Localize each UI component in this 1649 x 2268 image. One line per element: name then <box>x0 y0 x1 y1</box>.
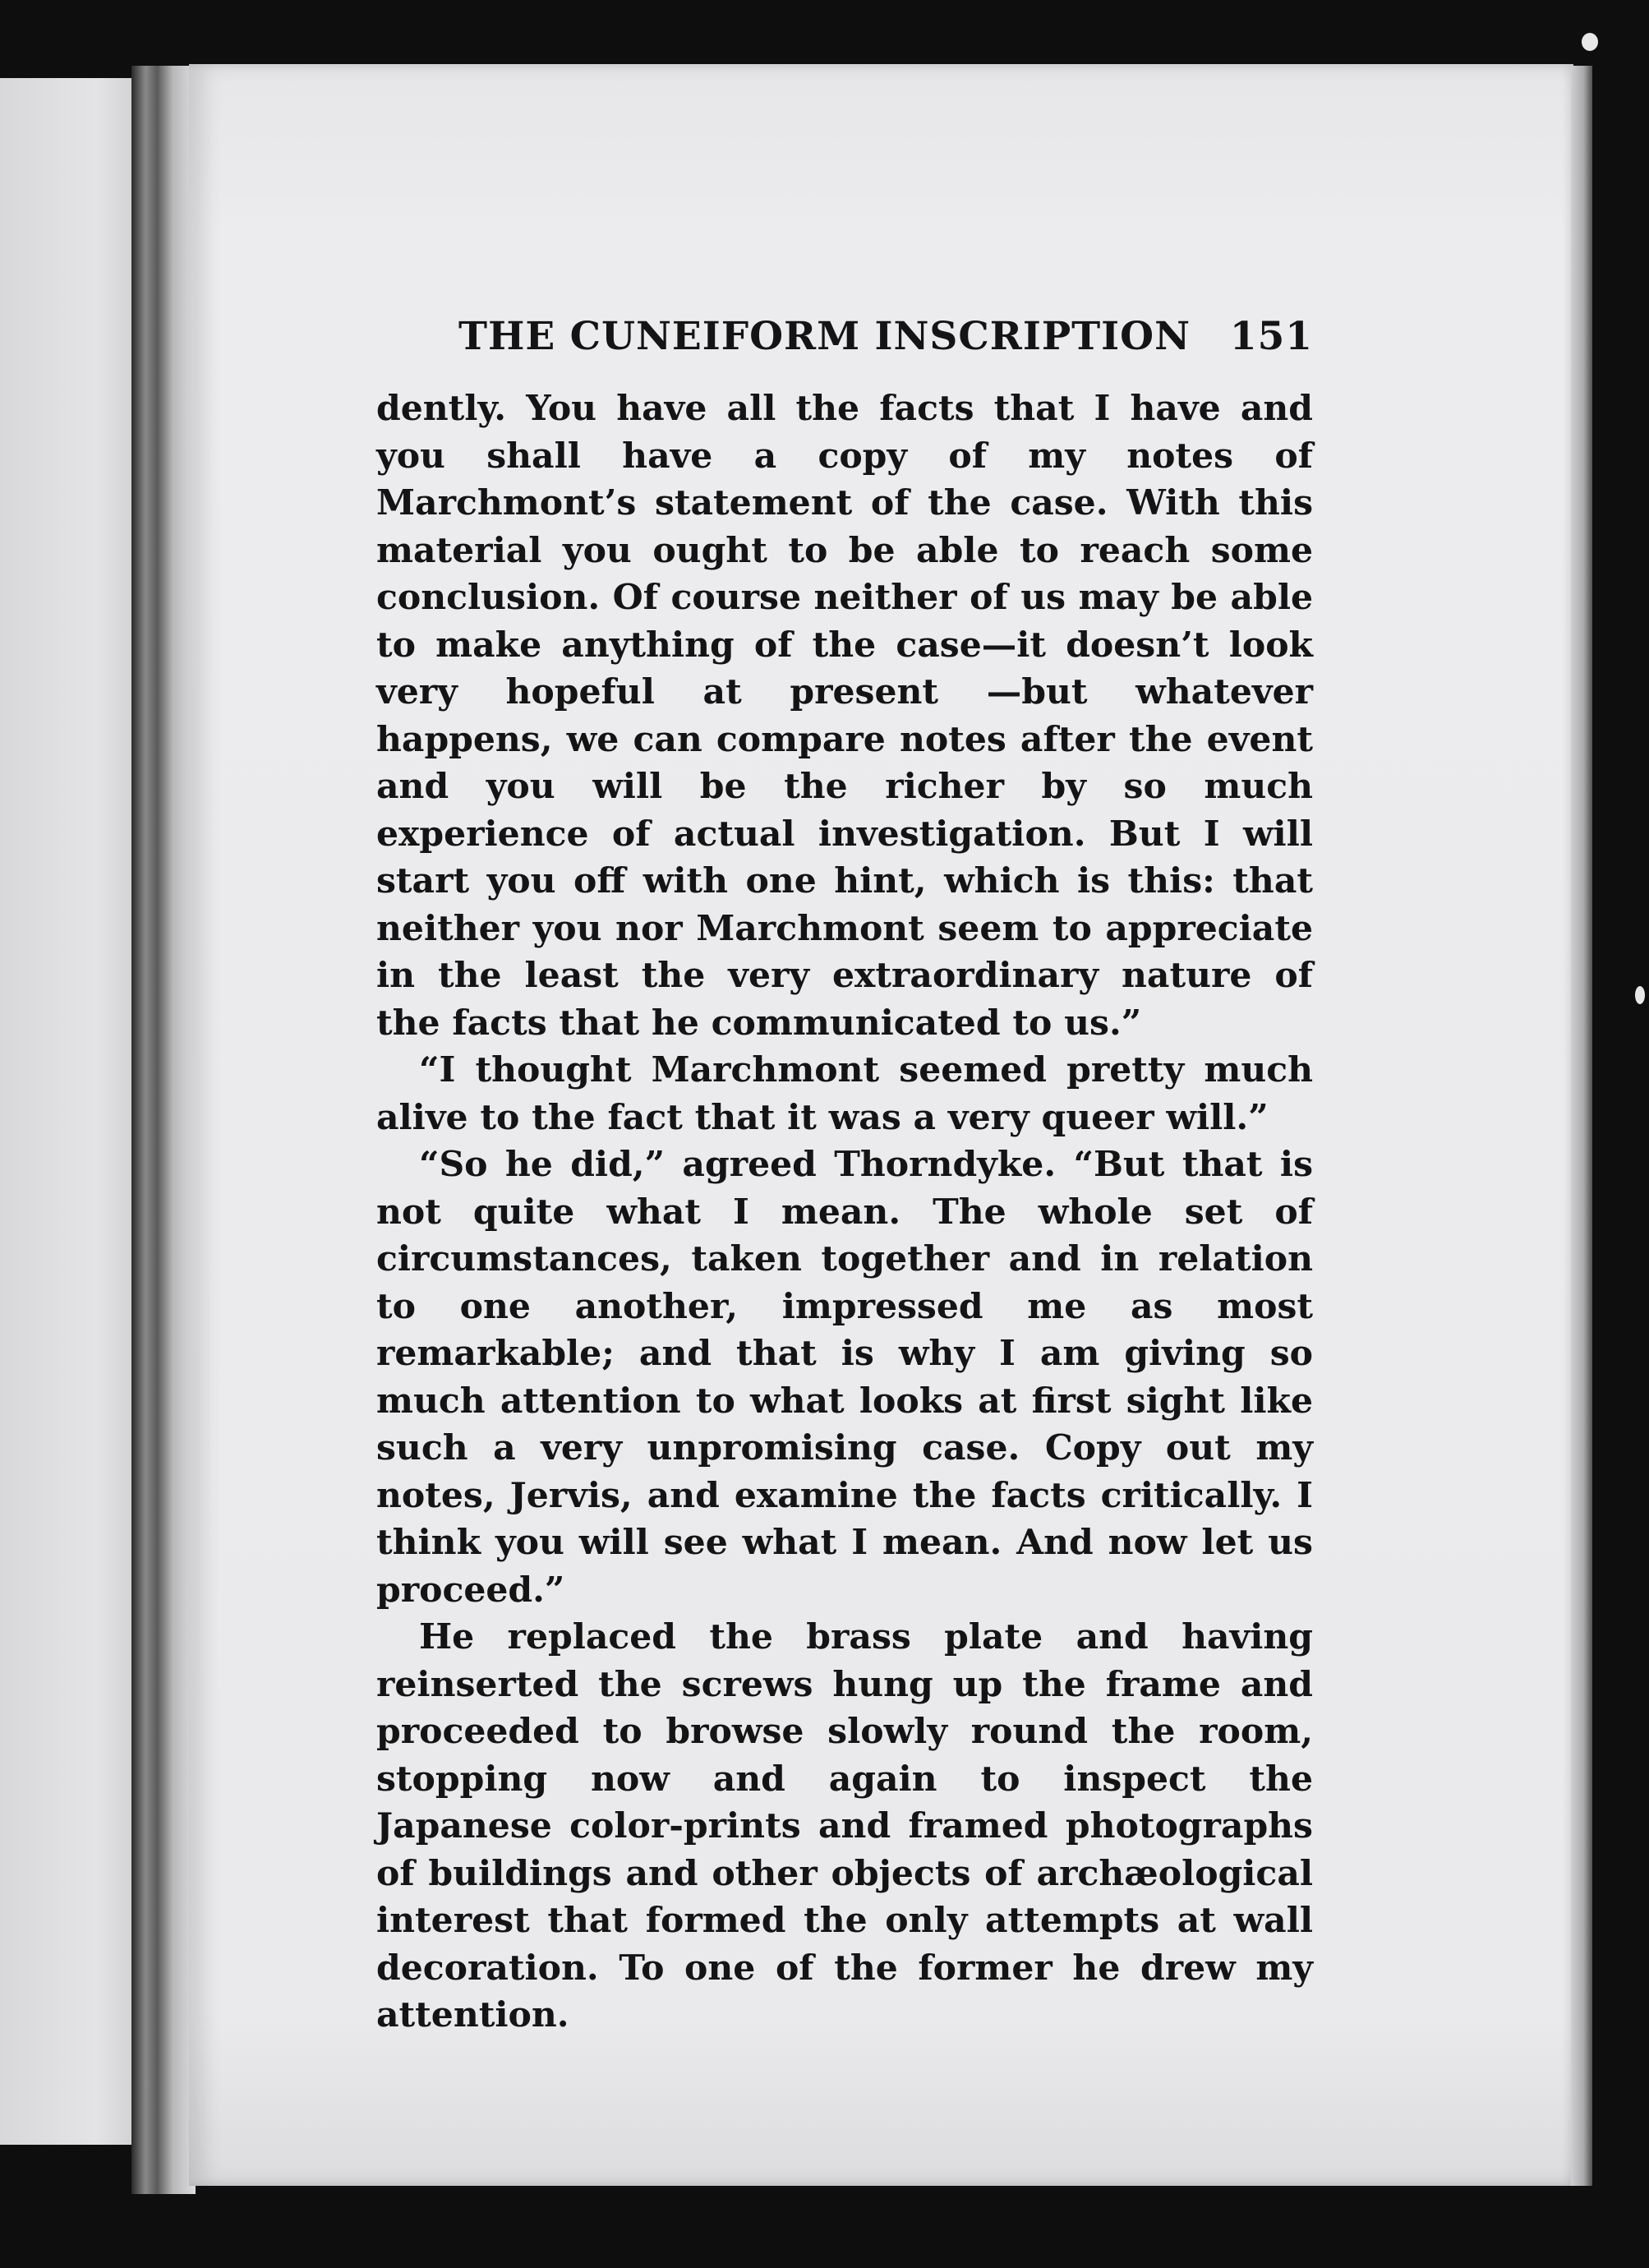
running-head-title: THE CUNEIFORM INSCRIPTION <box>458 314 1191 359</box>
page-text-block <box>376 308 1313 2040</box>
page-fore-edge <box>1571 66 1592 2186</box>
body-text <box>376 385 1313 2040</box>
paragraph: He replaced the brass plate and having reinserted the screws hung up the frame and proceeded to browse slowly round the room, stopping now and again to inspect the Japanese color-prints and framed photographs of buildings and other objects of archæological interest that formed the only attempts at wall decoration. To one of the former he drew my attention. <box>376 1616 1313 2035</box>
page-number: 151 <box>1229 314 1313 359</box>
book-gutter <box>131 66 196 2194</box>
paragraph: “So he did,” agreed Thorndyke. “But that is not quite what I mean. The whole set of circumstances, taken together and in relation to one another, impressed me as most remarkable; and that is why I am giving so much attention to what looks at first sight like such a very unpromising case. Copy out my notes, Jervis, and examine the facts critically. I think you will see what I mean. And now let us proceed.” <box>376 1144 1313 1611</box>
scan-speck <box>1582 33 1598 51</box>
paragraph: “I thought Marchmont seemed pretty much alive to the fact that it was a very queer will.” <box>376 1049 1313 1138</box>
left-facing-page <box>0 78 138 2145</box>
paragraph: dently. You have all the facts that I have and you shall have a copy of my notes of Marchmont’s statement of the case. With this material you ought to be able to reach some conclusion. Of course neither of us may be able to make anything of the case—it doesn’t look very hopeful at present —but whatever happens, we can compare notes after the event and you will be the richer by so much experience of actual investigation. But I will start you off with one hint, which is this: that neither you nor Marchmont seem to appreciate in the least the very extraordinary nature of the facts that he communicated to us.” <box>376 388 1313 1044</box>
running-head <box>376 308 1313 366</box>
scan-speck <box>1635 986 1645 1004</box>
